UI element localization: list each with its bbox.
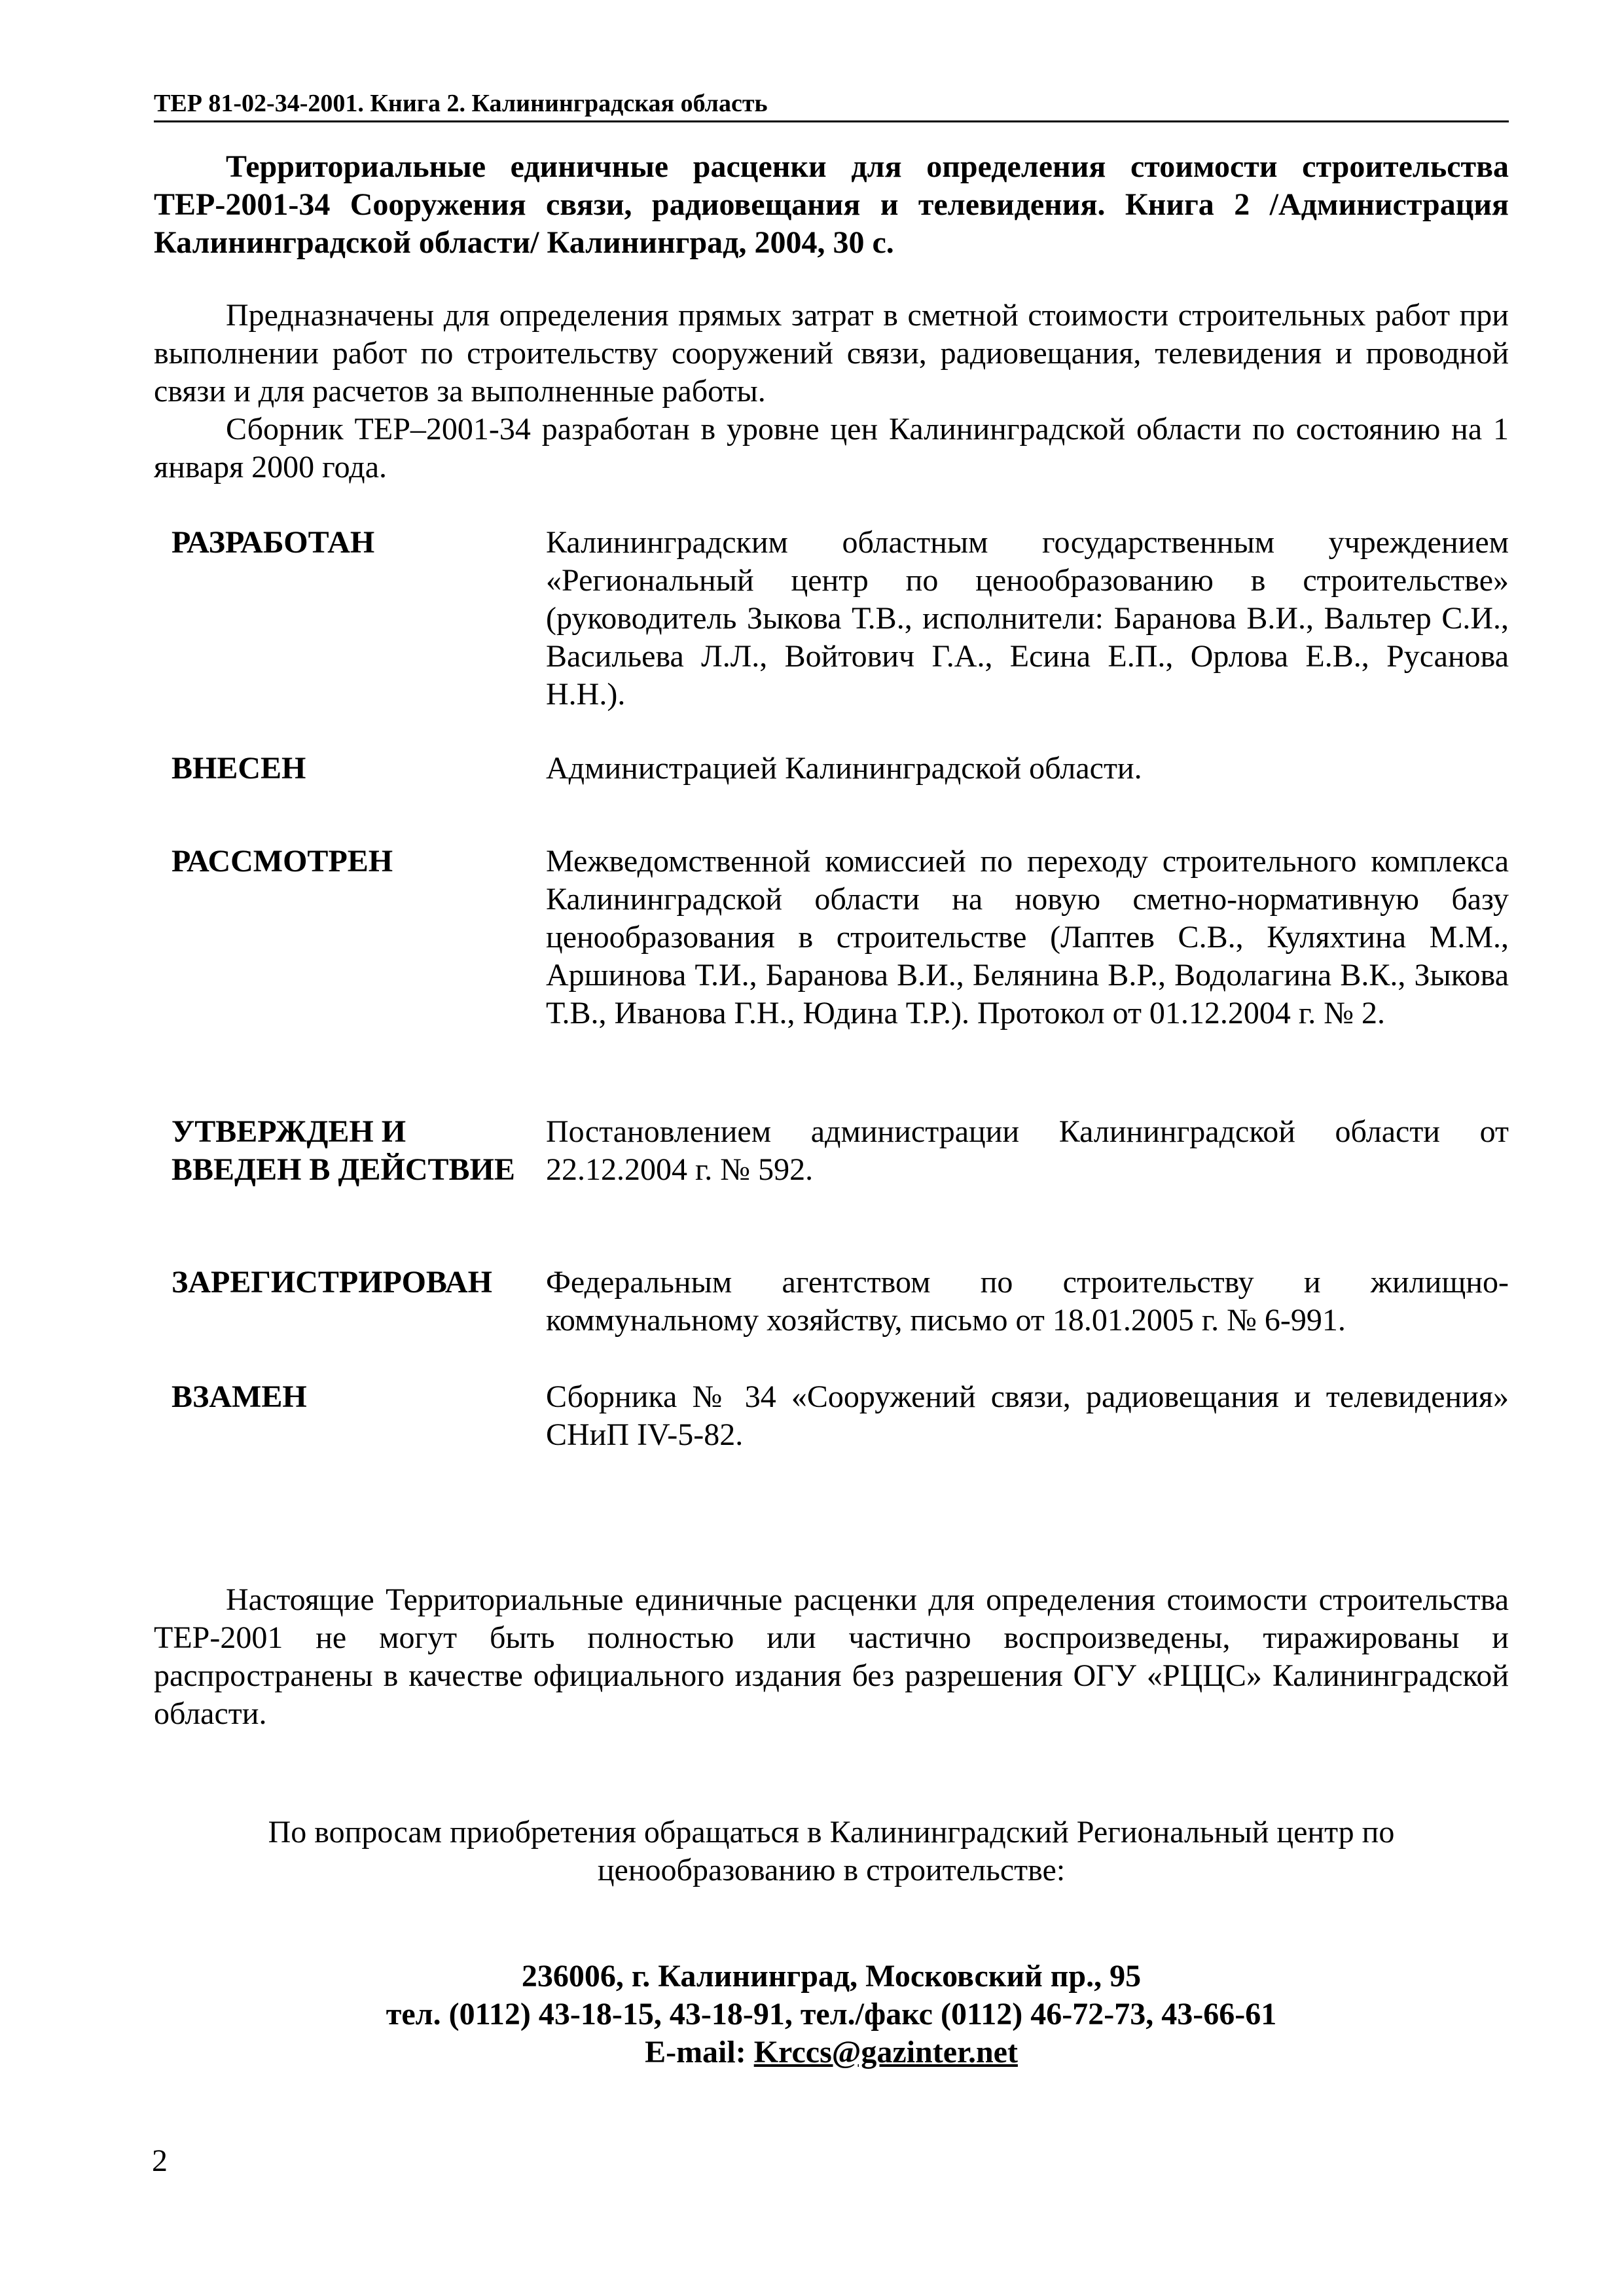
detail-label: ВЗАМЕН <box>171 1379 307 1414</box>
phone-numbers: тел. (0112) 43-18-15, 43-18-91, тел./факс (0112) 46-72-73, 43-66-61 <box>386 1997 1277 2032</box>
detail-text: Межведомственной комиссией по переходу строительного комплекса Калининградской области на новую сметно-нормативную базу ценообразования в строительстве (Лаптев С.В., Куляхтина М.М., Аршинова Т.И., Баранова В.И., Белянина В.Р., Водолагина В.К., Зыкова Т.В., Иванова Г.Н., Юдина Т.Р.). Протокол от 01.12.2004 г. № 2. <box>546 844 1509 1030</box>
contact-note-line: ценообразованию в строительстве: <box>597 1853 1066 1887</box>
detail-text: Постановлением администрации Калининградской области от 22.12.2004 г. № 592. <box>546 1114 1509 1187</box>
document-title: Территориальные единичные расценки для определения стоимости строительства ТЕР-2001-34 Сооружения связи, радиовещания и телевидения. Книга 2 /Администрация Калининградской области/ Калининград, 2004, 30 с. <box>154 149 1509 260</box>
detail-text: Сборника № 34 «Сооружений связи, радиовещания и телевидения» СНиП IV-5-82. <box>546 1379 1509 1452</box>
detail-label: РАЗРАБОТАН <box>171 525 375 560</box>
email-label: E-mail: <box>645 2035 754 2069</box>
detail-label: ВНЕСЕН <box>171 751 306 786</box>
detail-text: Федеральным агентством по строительству и жилищно-коммунальному хозяйству, письмо от 18.01.2005 г. № 6-991. <box>546 1265 1509 1338</box>
contact-block <box>154 1958 1509 2071</box>
email-link[interactable]: Krccs@gazinter.net <box>753 2035 1018 2069</box>
price-level-paragraph: Сборник ТЕР–2001-34 разработан в уровне цен Калининградской области по состоянию на 1 января 2000 года. <box>154 412 1509 484</box>
detail-label: УТВЕРЖДЕН И ВВЕДЕН В ДЕЙСТВИЕ <box>171 1114 515 1187</box>
email-line <box>154 2033 1509 2071</box>
running-header: ТЕР 81-02-34-2001. Книга 2. Калининградская область <box>154 88 1509 122</box>
page-number: 2 <box>152 2143 168 2178</box>
detail-label: ЗАРЕГИСТРИРОВАН <box>171 1265 492 1300</box>
detail-text: Калининградским областным государственным учреждением «Региональный центр по ценообразованию в строительстве» (руководитель Зыкова Т.В., исполнители: Баранова В.И., Вальтер С.И., Васильева Л.Л., Войтович Г.А., Есина Е.П., Орлова Е.В., Русанова Н.Н.). <box>546 525 1509 712</box>
contact-note-line: По вопросам приобретения обращаться в Калининградский Региональный центр по <box>268 1815 1395 1850</box>
postal-address: 236006, г. Калининград, Московский пр., 95 <box>521 1959 1142 1994</box>
detail-text: Администрацией Калининградской области. <box>546 751 1142 786</box>
detail-label: РАССМОТРЕН <box>171 844 393 879</box>
contact-note <box>154 1813 1509 1889</box>
copyright-notice: Настоящие Территориальные единичные расценки для определения стоимости строительства ТЕР-2001 не могут быть полностью или частично воспроизведены, тиражированы и распространены в качестве официального издания без разрешения ОГУ «РЦЦС» Калининградской области. <box>154 1582 1509 1731</box>
purpose-paragraph: Предназначены для определения прямых затрат в сметной стоимости строительных работ при выполнении работ по строительству сооружений связи, радиовещания, телевидения и проводной связи и для расчетов за выполненные работы. <box>154 298 1509 409</box>
